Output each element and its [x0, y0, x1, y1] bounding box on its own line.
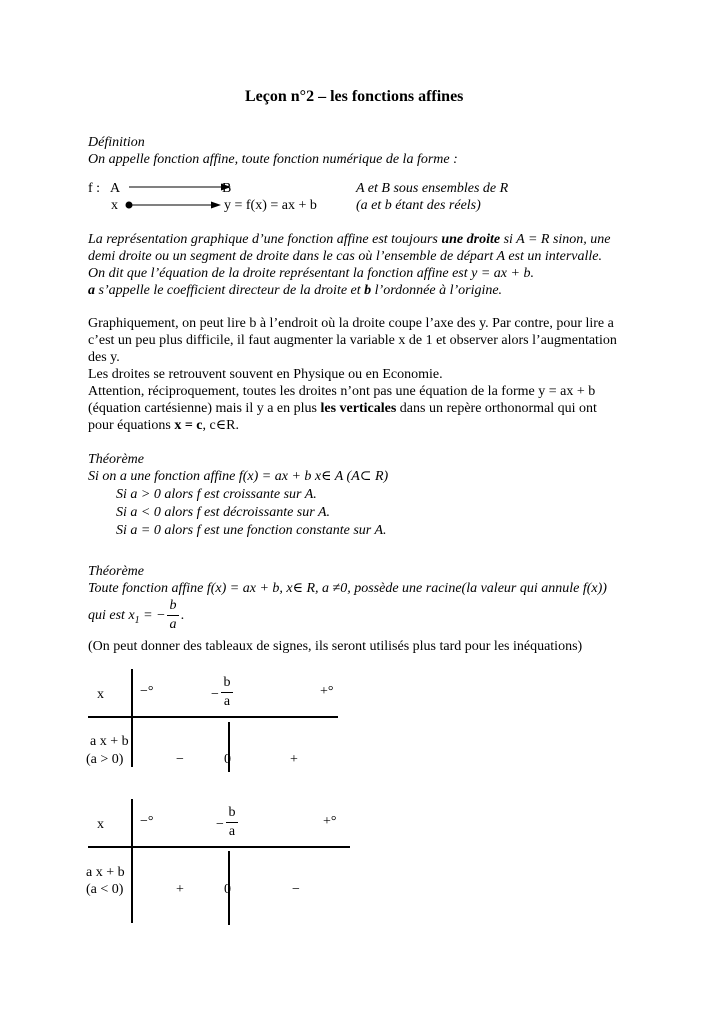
sign-right: + [290, 752, 298, 767]
text-span: s’appelle le coefficient directeur de la droite et [95, 283, 365, 298]
graph-line-3: des y. [88, 350, 120, 365]
theorem2-statement [88, 580, 607, 597]
table-x-label: x [97, 817, 104, 832]
image-formula: y = f(x) = ax + b [224, 198, 317, 213]
function-label: f : [88, 181, 101, 196]
verticales-bold: les verticales [320, 401, 397, 416]
a-bold: a [88, 283, 95, 298]
fraction-numerator: b [169, 598, 177, 613]
root-minus-sign: − [216, 817, 224, 832]
une-droite-bold: une droite [441, 232, 501, 247]
reals-note: (a et b étant des réels) [356, 198, 481, 213]
graph-line-7 [88, 417, 239, 434]
theorem2-heading: Théorème [88, 564, 144, 579]
graph-line-2: c’est un peu plus difficile, il faut augmenter la variable x de 1 et observer alors l’augmentation [88, 333, 617, 348]
page-title: Leçon n°2 – les fonctions affines [245, 88, 464, 105]
sign-table-note: (On peut donner des tableaux de signes, ils seront utilisés plus tard pour les inéquations) [88, 639, 583, 654]
fraction-denominator: a [169, 617, 177, 632]
text-span: qui est x [88, 608, 135, 623]
table-column-divider [131, 669, 133, 767]
text-span: dans un repère orthonormal qui ont [396, 401, 597, 416]
theorem1-case-increasing: Si a > 0 alors f est croissante sur A. [116, 487, 317, 502]
definition-line-4 [88, 282, 502, 299]
sign-left: − [176, 752, 184, 767]
codomain-set: B [222, 181, 232, 196]
definition-line-3: On dit que l’équation de la droite représentant la fonction affine est y = ax + b. [88, 266, 534, 281]
row-label-condition: (a > 0) [86, 752, 124, 767]
graph-line-5: Attention, réciproquement, toutes les droites n’ont pas une équation de la forme y = ax + b [88, 384, 596, 399]
root-minus-sign: − [211, 687, 219, 702]
root-fraction [167, 598, 179, 633]
table-column-divider [131, 799, 133, 923]
text-span: = − [139, 608, 166, 623]
fraction-bar [167, 615, 179, 616]
minus-infinity: −° [140, 814, 154, 829]
root-fraction [226, 805, 238, 840]
definition-line-2: demi droite ou un segment de droite dans le cas où l’ensemble de départ A est un intervalle. [88, 249, 603, 264]
variable-x: x [111, 198, 118, 213]
root-fraction [221, 675, 233, 710]
maps-to-arrow-icon [125, 200, 235, 210]
plus-infinity: +° [323, 814, 337, 829]
row-label-condition: (a < 0) [86, 882, 124, 897]
b-bold: b [364, 283, 372, 298]
graph-line-6 [88, 400, 597, 417]
text-span: 0, possède une racine(la valeur qui annule f(x)) [340, 581, 607, 596]
theorem1-heading: Théorème [88, 452, 144, 467]
row-label-expression: a x + b [86, 865, 125, 880]
theorem1-case-decreasing: Si a < 0 alors f est décroissante sur A. [116, 505, 331, 520]
text-span: si A = R sinon, une [500, 232, 611, 247]
definition-heading: Définition [88, 135, 145, 150]
zero-value: 0 [224, 882, 231, 897]
not-equal-symbol: ≠ [332, 581, 341, 596]
fraction-bar [221, 692, 233, 693]
graph-line-4: Les droites se retrouvent souvent en Physique ou en Economie. [88, 367, 443, 382]
theorem2-root [88, 607, 166, 629]
root-subscript: 1 [134, 614, 140, 626]
fraction-bar [226, 822, 238, 823]
x-equals-c-bold: x = c [174, 418, 203, 433]
theorem1-statement: Si on a une fonction affine f(x) = ax + b x∈ A (A⊂ R) [88, 469, 389, 484]
minus-infinity: −° [140, 684, 154, 699]
root-period: . [181, 608, 185, 623]
theorem1-case-constant: Si a = 0 alors f est une fonction constante sur A. [116, 523, 387, 538]
zero-value: 0 [224, 752, 231, 767]
sets-note: A et B sous ensembles de R [356, 181, 509, 196]
fraction-denominator: a [228, 824, 236, 839]
graph-line-1: Graphiquement, on peut lire b à l’endroit où la droite coupe l’axe des y. Par contre, pour lire a [88, 316, 614, 331]
plus-infinity: +° [320, 684, 334, 699]
row-label-expression: a x + b [90, 734, 129, 749]
fraction-numerator: b [228, 805, 236, 820]
text-span: Toute fonction affine f(x) = ax + b, x∈ R, a [88, 581, 333, 596]
fraction-denominator: a [223, 694, 231, 709]
text-span: La représentation graphique d’une fonction affine est toujours [88, 232, 442, 247]
sign-left: + [176, 882, 184, 897]
table-row-divider [88, 846, 350, 848]
definition-intro: On appelle fonction affine, toute fonction numérique de la forme : [88, 152, 458, 167]
text-span: , c∈R. [202, 418, 239, 433]
domain-set: A [110, 181, 121, 196]
text-span: l’ordonnée à l’origine. [371, 283, 503, 298]
text-span: pour équations [88, 418, 175, 433]
mapping-arrow-icon [127, 182, 237, 192]
sign-right: − [292, 882, 300, 897]
fraction-numerator: b [223, 675, 231, 690]
table-row-divider [88, 716, 338, 718]
definition-line-1 [88, 231, 611, 248]
table-x-label: x [97, 687, 104, 702]
text-span: (équation cartésienne) mais il y a en plus [88, 401, 321, 416]
